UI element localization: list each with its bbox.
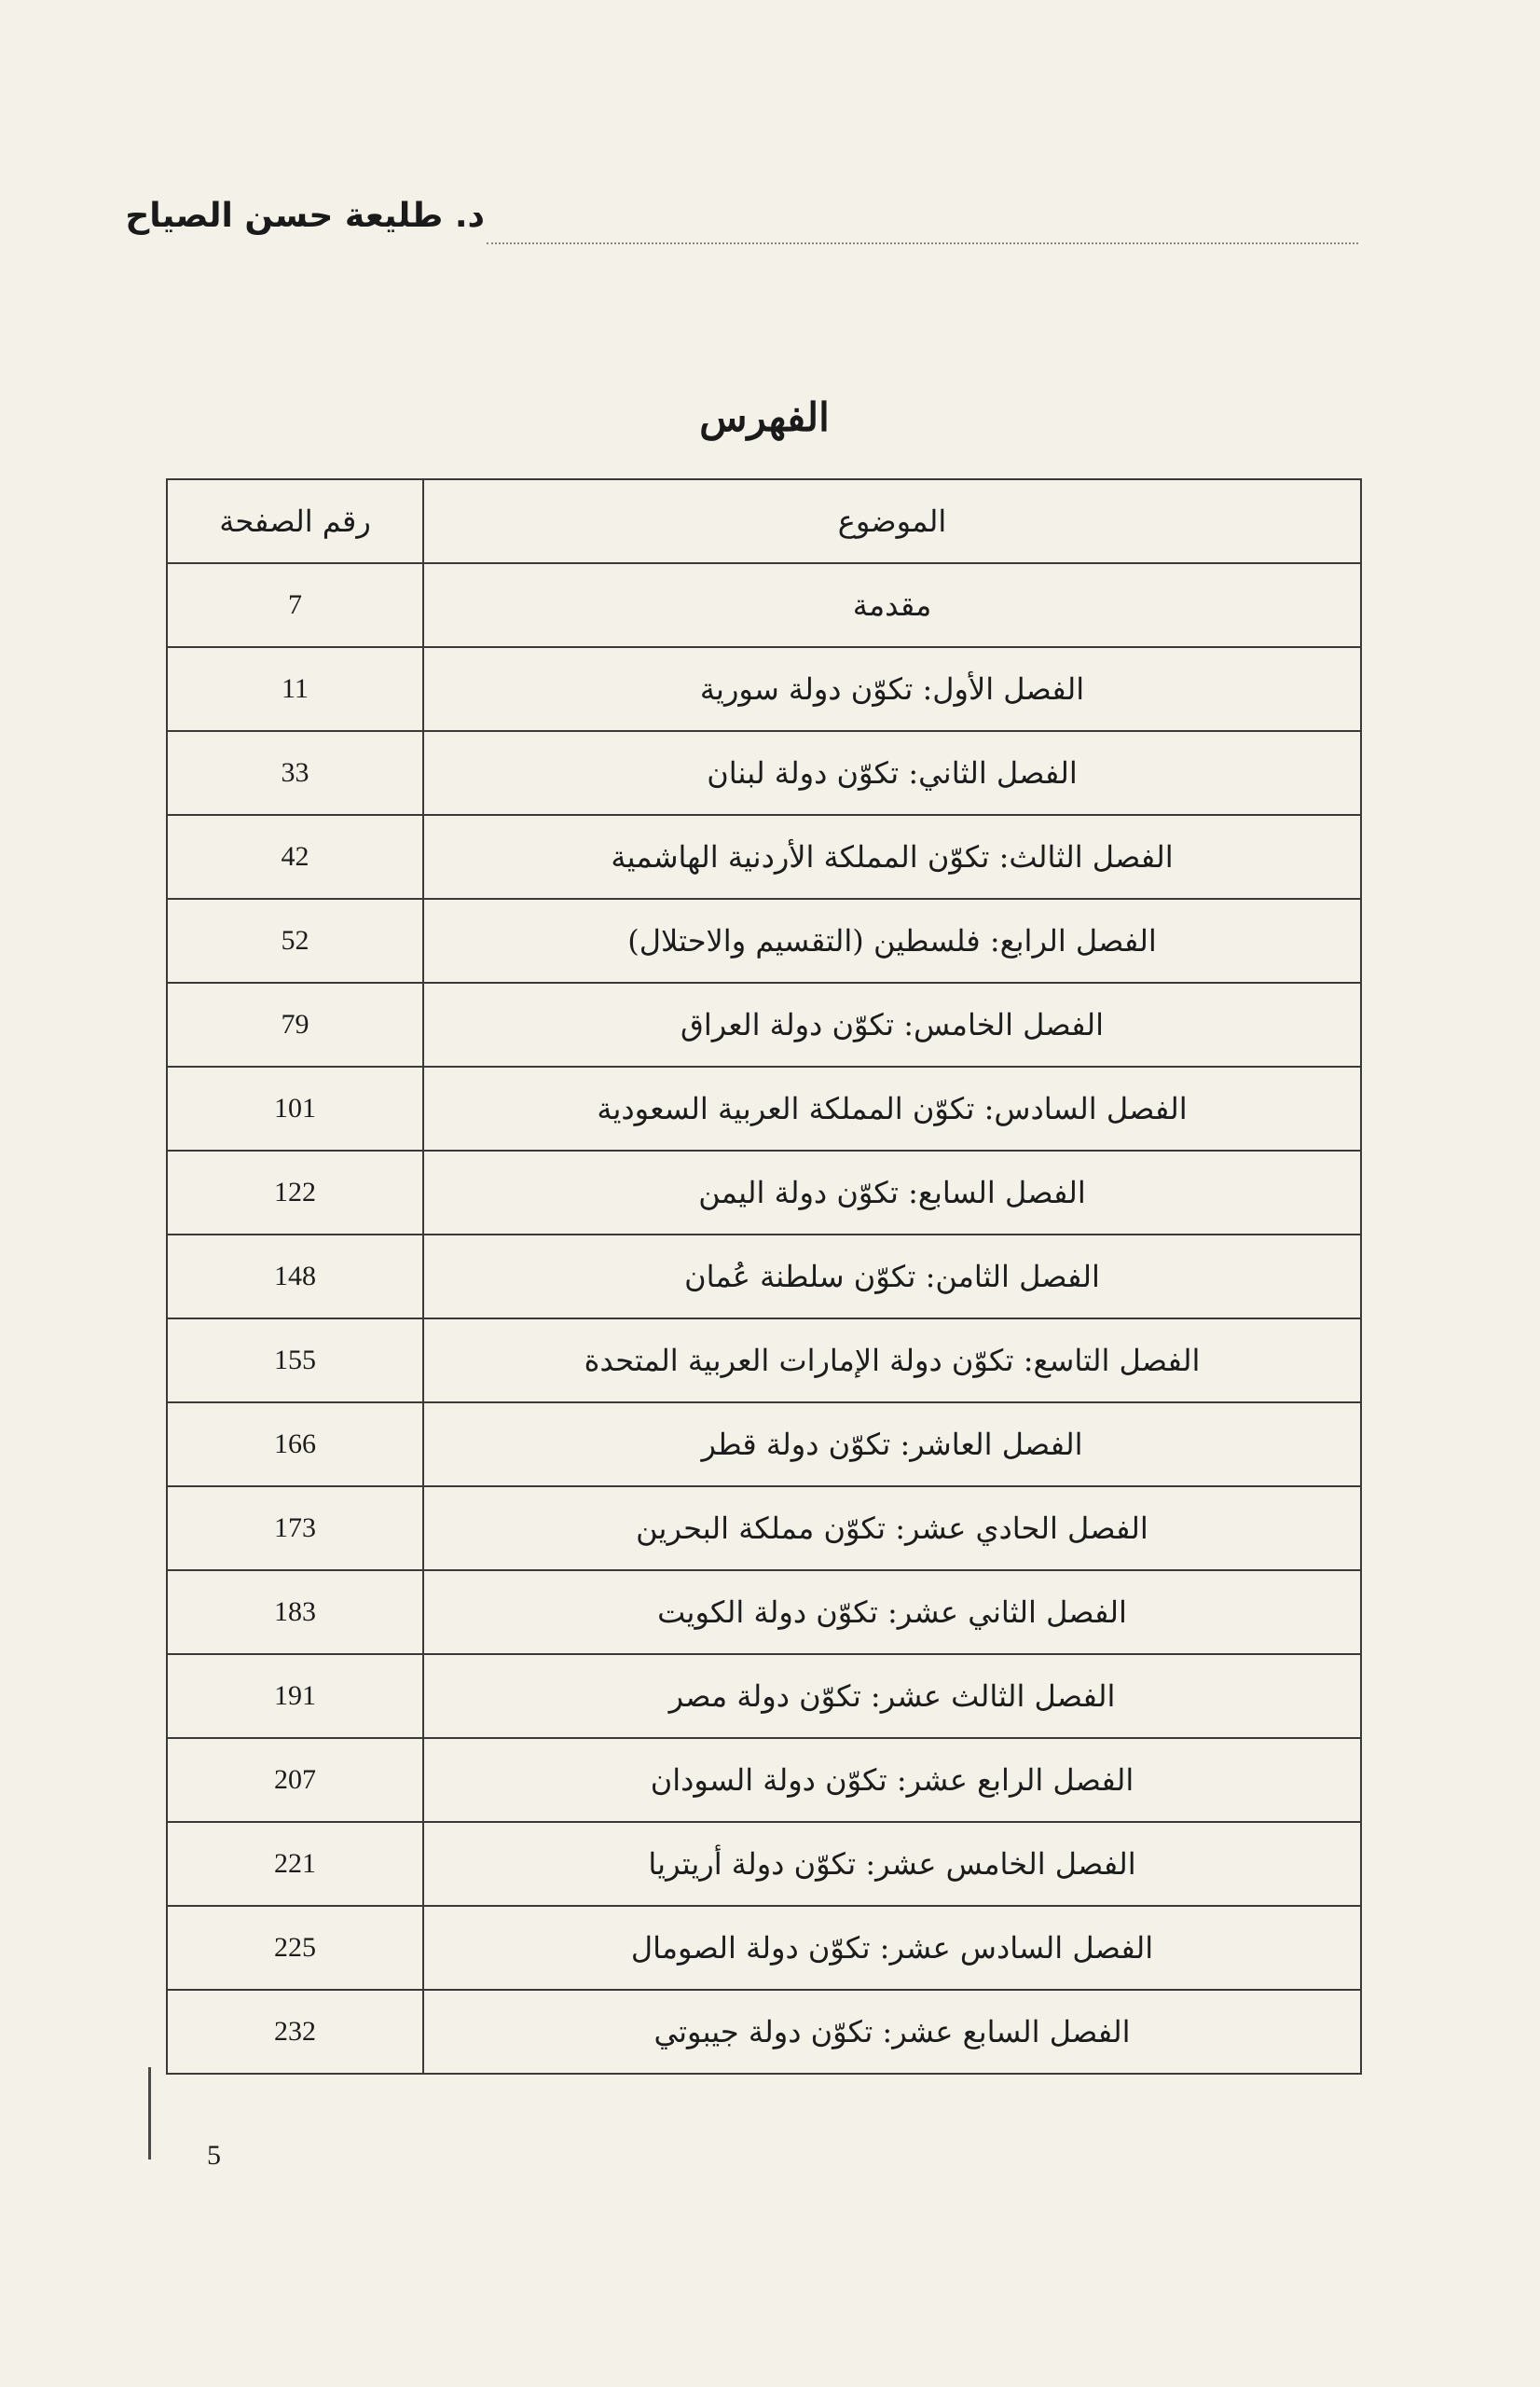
toc-topic: الفصل السادس عشر: تكوّن دولة الصومال xyxy=(630,1930,1154,1966)
toc-topic-cell xyxy=(423,983,1361,1067)
toc-page-number: 79 xyxy=(281,1009,309,1040)
toc-row xyxy=(167,1654,1361,1738)
toc-header-row xyxy=(167,479,1361,563)
toc-row xyxy=(167,1822,1361,1906)
toc-page-number: 173 xyxy=(274,1512,316,1543)
toc-page-number: 122 xyxy=(274,1177,316,1207)
toc-page-number: 155 xyxy=(274,1345,316,1375)
toc-page-cell xyxy=(167,1151,423,1235)
toc-topic: الفصل الثاني: تكوّن دولة لبنان xyxy=(707,755,1078,791)
toc-page-cell xyxy=(167,1067,423,1151)
toc-topic-cell xyxy=(423,1402,1361,1486)
toc-topic: الفصل الرابع: فلسطين (التقسيم والاحتلال) xyxy=(627,923,1157,959)
toc-topic: الفصل الثالث عشر: تكوّن دولة مصر xyxy=(668,1678,1116,1714)
toc-topic-cell xyxy=(423,1067,1361,1151)
toc-row xyxy=(167,563,1361,647)
toc-topic-cell xyxy=(423,1822,1361,1906)
toc-page-cell xyxy=(167,1318,423,1402)
toc-topic: الفصل الثامن: تكوّن سلطنة عُمان xyxy=(684,1259,1100,1294)
toc-page-number: 221 xyxy=(274,1848,316,1879)
toc-row xyxy=(167,731,1361,815)
toc-page-cell xyxy=(167,983,423,1067)
toc-topic-cell xyxy=(423,815,1361,899)
topic-column-label: الموضوع xyxy=(837,504,947,539)
toc-page-number: 183 xyxy=(274,1596,316,1627)
toc-topic-cell xyxy=(423,647,1361,731)
toc-topic-cell xyxy=(423,1738,1361,1822)
toc-topic-cell xyxy=(423,1570,1361,1654)
toc-row xyxy=(167,1067,1361,1151)
toc-row xyxy=(167,983,1361,1067)
toc-topic: الفصل الخامس عشر: تكوّن دولة أريتريا xyxy=(648,1846,1136,1882)
toc-topic: الفصل الرابع عشر: تكوّن دولة السودان xyxy=(650,1762,1134,1798)
toc-page-cell xyxy=(167,1570,423,1654)
toc-row xyxy=(167,1402,1361,1486)
toc-page-number: 207 xyxy=(274,1764,316,1795)
toc-topic-cell xyxy=(423,1151,1361,1235)
folio-bar xyxy=(148,2067,151,2159)
toc-row xyxy=(167,1570,1361,1654)
toc-topic-cell xyxy=(423,1906,1361,1990)
topic-column-header xyxy=(423,479,1361,563)
toc-page-cell xyxy=(167,647,423,731)
toc-page-cell xyxy=(167,1990,423,2074)
toc-topic: مقدمة xyxy=(852,587,932,623)
toc-topic: الفصل الثاني عشر: تكوّن دولة الكويت xyxy=(657,1594,1127,1630)
toc-page-cell xyxy=(167,1738,423,1822)
toc-page-number: 11 xyxy=(282,673,309,704)
toc-page-number: 232 xyxy=(274,2016,316,2047)
toc-topic-cell xyxy=(423,899,1361,983)
toc-body xyxy=(167,563,1361,2074)
toc-page-cell xyxy=(167,563,423,647)
toc-page-cell xyxy=(167,1486,423,1570)
toc-topic-cell xyxy=(423,563,1361,647)
toc-page-number: 7 xyxy=(288,589,302,620)
page-column-label: رقم الصفحة xyxy=(219,504,371,539)
author-header: د. طليعة حسن الصياح xyxy=(125,197,485,235)
toc-page-number: 42 xyxy=(281,841,309,872)
toc-page-number: 33 xyxy=(281,757,309,788)
toc-page-number: 52 xyxy=(281,925,309,956)
toc-row xyxy=(167,899,1361,983)
toc-row xyxy=(167,1738,1361,1822)
toc-page-cell xyxy=(167,1654,423,1738)
toc-topic: الفصل الخامس: تكوّن دولة العراق xyxy=(681,1007,1104,1042)
toc-page-number: 148 xyxy=(274,1261,316,1291)
toc-row xyxy=(167,1990,1361,2074)
toc-row xyxy=(167,815,1361,899)
toc-topic: الفصل العاشر: تكوّن دولة قطر xyxy=(701,1427,1083,1462)
toc-page-number: 191 xyxy=(274,1680,316,1711)
toc-topic-cell xyxy=(423,731,1361,815)
toc-page-number: 225 xyxy=(274,1932,316,1963)
toc-topic-cell xyxy=(423,1990,1361,2074)
toc-page-cell xyxy=(167,1822,423,1906)
toc-topic: الفصل الحادي عشر: تكوّن مملكة البحرين xyxy=(636,1511,1148,1546)
toc-page-cell xyxy=(167,1235,423,1318)
toc-topic-cell xyxy=(423,1486,1361,1570)
toc-row xyxy=(167,1151,1361,1235)
page-column-header xyxy=(167,479,423,563)
toc-title: الفهرس xyxy=(699,394,830,440)
toc-page-number: 166 xyxy=(274,1428,316,1459)
header-dotted-rule xyxy=(487,242,1358,244)
toc-topic-cell xyxy=(423,1318,1361,1402)
toc-row xyxy=(167,1235,1361,1318)
page-number: 5 xyxy=(207,2140,221,2171)
toc-topic: الفصل التاسع: تكوّن دولة الإمارات العربية المتحدة xyxy=(584,1343,1201,1378)
toc-page-number: 101 xyxy=(274,1093,316,1124)
toc-row xyxy=(167,1906,1361,1990)
toc-topic: الفصل السادس: تكوّن المملكة العربية السعودية xyxy=(597,1091,1188,1126)
toc-topic: الفصل السابع: تكوّن دولة اليمن xyxy=(698,1175,1086,1210)
toc-row xyxy=(167,647,1361,731)
toc-page-cell xyxy=(167,1906,423,1990)
toc-topic: الفصل الثالث: تكوّن المملكة الأردنية الهاشمية xyxy=(611,839,1174,875)
toc-table xyxy=(166,478,1362,2075)
toc-page-cell xyxy=(167,731,423,815)
toc-row xyxy=(167,1486,1361,1570)
toc-page-cell xyxy=(167,899,423,983)
toc-page-cell xyxy=(167,815,423,899)
toc-page-cell xyxy=(167,1402,423,1486)
toc-row xyxy=(167,1318,1361,1402)
toc-topic-cell xyxy=(423,1654,1361,1738)
toc-topic: الفصل السابع عشر: تكوّن دولة جيبوتي xyxy=(653,2014,1131,2049)
toc-topic: الفصل الأول: تكوّن دولة سورية xyxy=(699,671,1085,707)
toc-topic-cell xyxy=(423,1235,1361,1318)
